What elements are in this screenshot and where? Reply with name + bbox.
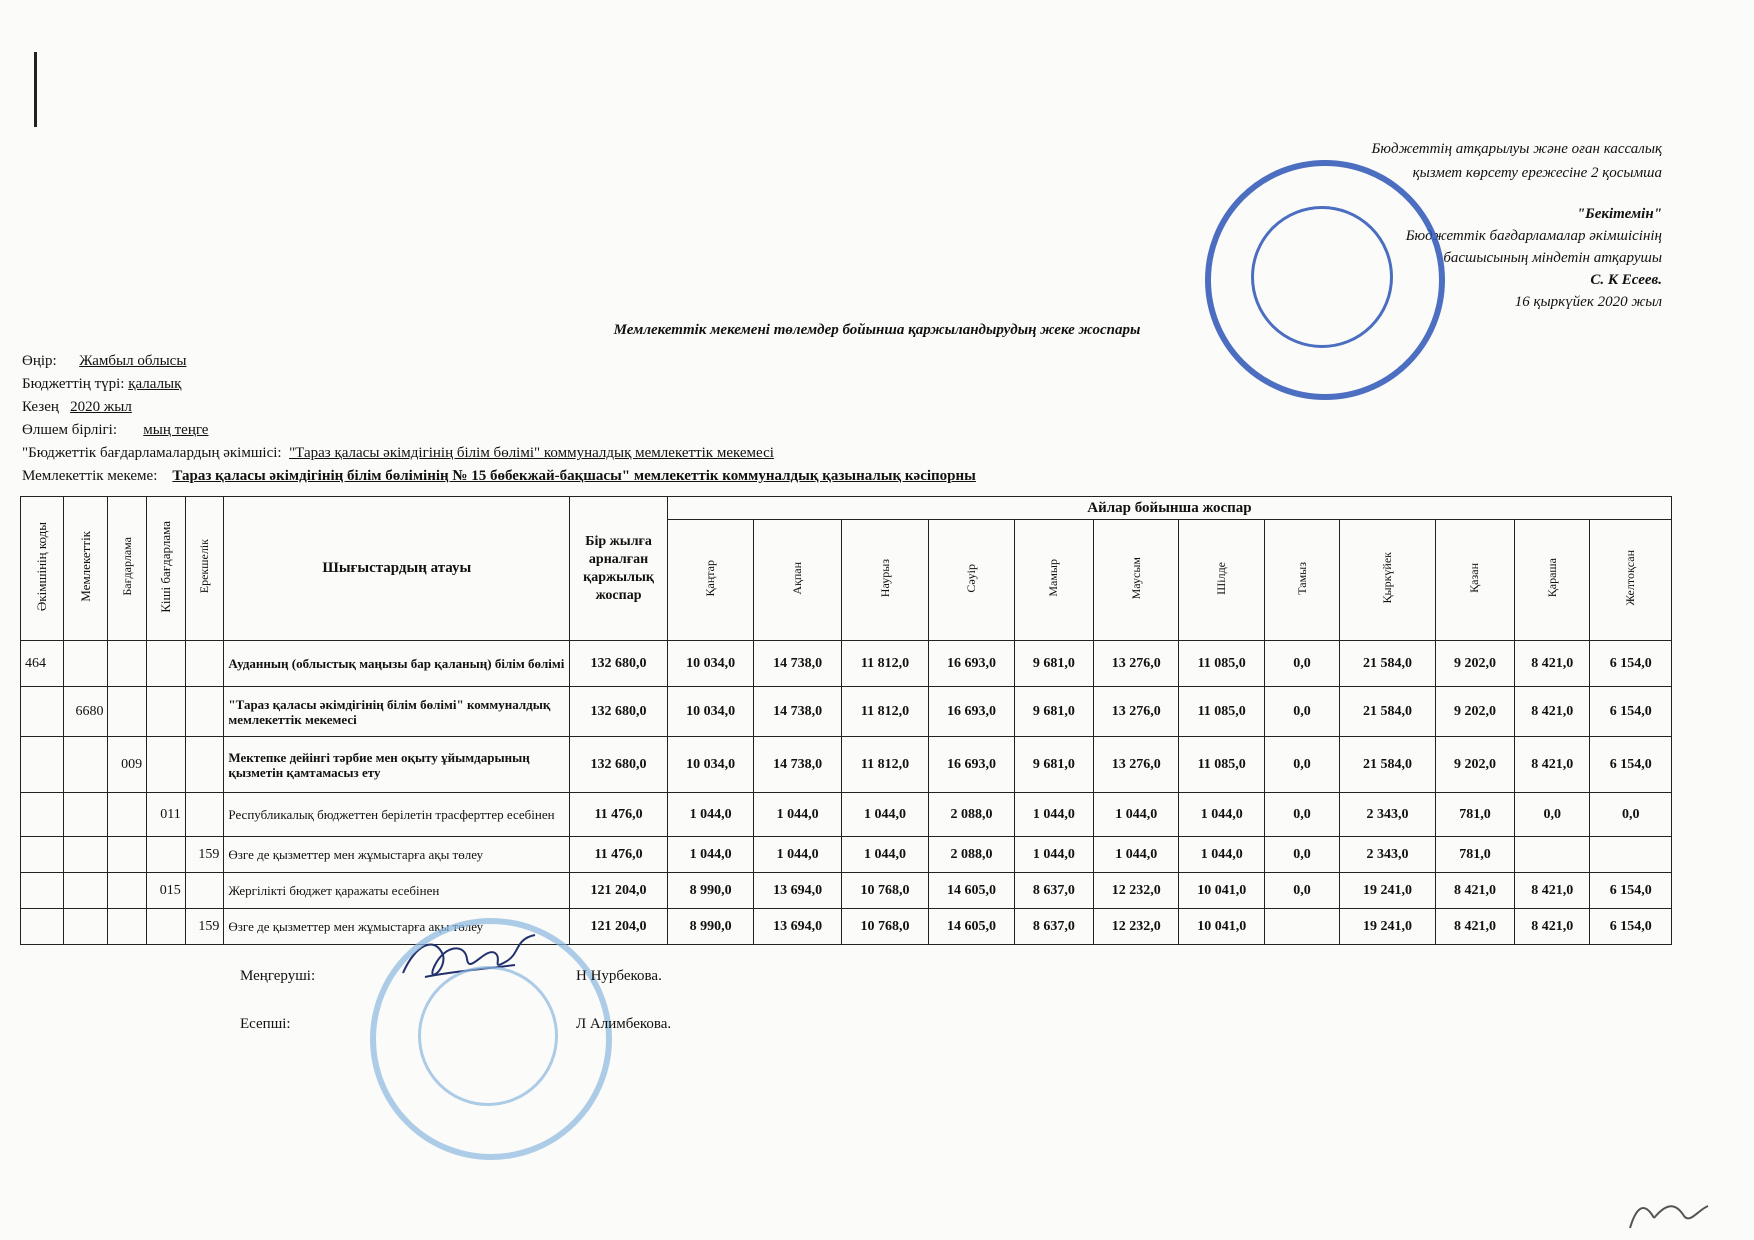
month-value-cell: 10 768,0	[841, 873, 928, 909]
month-value-cell: 0,0	[1264, 873, 1339, 909]
head-name: Н Нурбекова.	[576, 968, 662, 984]
month-value-cell: 9 681,0	[1014, 737, 1093, 793]
annual-plan-cell: 132 680,0	[570, 737, 668, 793]
month-value-cell: 9 202,0	[1435, 687, 1514, 737]
month-value-cell: 6 154,0	[1590, 873, 1672, 909]
month-value-cell: 9 681,0	[1014, 687, 1093, 737]
code-cell-admin	[21, 737, 64, 793]
month-value-cell: 11 085,0	[1179, 737, 1264, 793]
month-value-cell	[1515, 837, 1590, 873]
code-cell-specific	[185, 873, 224, 909]
month-value-cell: 14 605,0	[929, 909, 1014, 945]
month-value-cell: 10 034,0	[667, 737, 753, 793]
month-value-cell: 12 232,0	[1094, 873, 1179, 909]
header-month: Мамыр	[1014, 520, 1093, 641]
code-cell-admin	[21, 909, 64, 945]
admin-row	[22, 442, 976, 465]
month-value-cell: 1 044,0	[667, 837, 753, 873]
header-month: Қыркүйек	[1340, 520, 1436, 641]
approval-line-2: басшысының міндетін атқарушы	[1443, 250, 1662, 266]
code-cell-subprogram	[147, 909, 186, 945]
code-cell-subprogram: 011	[147, 793, 186, 837]
month-value-cell: 2 343,0	[1340, 793, 1436, 837]
month-value-cell: 14 738,0	[754, 687, 841, 737]
month-value-cell: 13 276,0	[1094, 641, 1179, 687]
month-value-cell: 14 605,0	[929, 873, 1014, 909]
header-month: Тамыз	[1264, 520, 1339, 641]
month-value-cell: 1 044,0	[841, 837, 928, 873]
region-label: Өңір:	[22, 353, 57, 369]
appendix-note	[1372, 137, 1662, 185]
month-value-cell: 1 044,0	[754, 837, 841, 873]
annual-plan-cell: 11 476,0	[570, 793, 668, 837]
month-value-cell: 0,0	[1264, 837, 1339, 873]
month-value-cell: 781,0	[1435, 837, 1514, 873]
month-value-cell: 8 421,0	[1515, 873, 1590, 909]
official-stamp-top	[1205, 160, 1445, 400]
month-value-cell: 2 088,0	[929, 837, 1014, 873]
month-value-cell: 0,0	[1264, 737, 1339, 793]
header-month: Наурыз	[841, 520, 928, 641]
month-value-cell: 6 154,0	[1590, 737, 1672, 793]
code-cell-subprogram	[147, 687, 186, 737]
code-cell-state	[63, 641, 108, 687]
region-row	[22, 350, 976, 373]
code-cell-program	[108, 793, 147, 837]
month-value-cell	[1590, 837, 1672, 873]
month-value-cell: 6 154,0	[1590, 641, 1672, 687]
code-cell-state	[63, 909, 108, 945]
header-admin-code: Әкімшінің коды	[21, 497, 64, 641]
page-edge-mark	[34, 52, 37, 127]
month-value-cell: 2 343,0	[1340, 837, 1436, 873]
table-row	[21, 687, 1672, 737]
month-value-cell: 0,0	[1264, 687, 1339, 737]
table-row	[21, 793, 1672, 837]
budget-type-row	[22, 373, 976, 396]
code-cell-subprogram	[147, 837, 186, 873]
code-cell-specific	[185, 793, 224, 837]
header-specific: Ерекшелік	[185, 497, 224, 641]
month-value-cell: 0,0	[1515, 793, 1590, 837]
approval-word: "Бекітемін"	[1576, 206, 1662, 222]
month-value-cell: 11 812,0	[841, 737, 928, 793]
header-month: Қараша	[1515, 520, 1590, 641]
code-cell-program	[108, 687, 147, 737]
month-value-cell: 1 044,0	[1179, 793, 1264, 837]
code-cell-admin	[21, 837, 64, 873]
month-value-cell: 9 202,0	[1435, 641, 1514, 687]
accountant-signature-row	[240, 1000, 671, 1048]
expense-name-cell: Өзге де қызметтер мен жұмыстарға ақы төлеу	[224, 837, 570, 873]
header-month: Ақпан	[754, 520, 841, 641]
code-cell-subprogram	[147, 737, 186, 793]
month-value-cell: 19 241,0	[1340, 909, 1436, 945]
month-value-cell: 8 990,0	[667, 909, 753, 945]
annual-plan-cell: 132 680,0	[570, 687, 668, 737]
month-value-cell: 11 812,0	[841, 687, 928, 737]
appendix-line-1: Бюджеттің атқарылуы және оған кассалық	[1371, 141, 1662, 157]
month-value-cell: 6 154,0	[1590, 909, 1672, 945]
header-month: Маусым	[1094, 520, 1179, 641]
month-value-cell: 1 044,0	[1094, 837, 1179, 873]
annual-plan-cell: 11 476,0	[570, 837, 668, 873]
month-value-cell: 0,0	[1264, 793, 1339, 837]
corner-handwritten-mark	[1624, 1188, 1714, 1238]
appendix-line-2: қызмет көрсету ережесіне 2 қосымша	[1412, 165, 1662, 181]
month-value-cell: 13 276,0	[1094, 687, 1179, 737]
approval-block	[1406, 203, 1662, 313]
month-value-cell: 8 637,0	[1014, 873, 1093, 909]
institution-row	[22, 465, 976, 488]
header-month: Желтоқсан	[1590, 520, 1672, 641]
table-row	[21, 873, 1672, 909]
month-value-cell: 12 232,0	[1094, 909, 1179, 945]
approval-date: 16 қыркүйек 2020 жыл	[1514, 294, 1662, 310]
annual-plan-cell: 121 204,0	[570, 909, 668, 945]
month-value-cell: 16 693,0	[929, 737, 1014, 793]
period-value: 2020 жыл	[70, 399, 132, 415]
month-value-cell: 10 034,0	[667, 641, 753, 687]
expense-name-cell: "Тараз қаласы әкімдігінің білім бөлімі" коммуналдық мемлекеттік мекемесі	[224, 687, 570, 737]
signature-block	[240, 952, 671, 1048]
head-label: Меңгеруші:	[240, 968, 316, 984]
code-cell-state: 6680	[63, 687, 108, 737]
month-value-cell: 1 044,0	[667, 793, 753, 837]
expense-name-cell: Республикалық бюджеттен берілетін трасферттер есебінен	[224, 793, 570, 837]
expense-name-cell: Өзге де қызметтер мен жұмыстарға ақы төлеу	[224, 909, 570, 945]
unit-row	[22, 419, 976, 442]
admin-label: "Бюджеттік бағдарламалардың әкімшісі:	[22, 445, 282, 461]
header-annual-plan: Бір жылға арналған қаржылық жоспар	[570, 497, 668, 641]
month-value-cell: 1 044,0	[1179, 837, 1264, 873]
header-month: Сәуір	[929, 520, 1014, 641]
table-row	[21, 837, 1672, 873]
month-value-cell: 8 421,0	[1435, 873, 1514, 909]
header-months-group: Айлар бойынша жоспар	[667, 497, 1671, 520]
month-value-cell: 1 044,0	[1094, 793, 1179, 837]
month-value-cell: 14 738,0	[754, 641, 841, 687]
month-value-cell: 16 693,0	[929, 687, 1014, 737]
admin-value: "Тараз қаласы әкімдігінің білім бөлімі" коммуналдық мемлекеттік мекемесі	[289, 445, 774, 461]
head-signature-row	[240, 952, 671, 1000]
code-cell-specific	[185, 737, 224, 793]
code-cell-program	[108, 873, 147, 909]
month-value-cell: 13 276,0	[1094, 737, 1179, 793]
region-value: Жамбыл облысы	[79, 353, 187, 369]
month-value-cell: 8 421,0	[1515, 909, 1590, 945]
month-value-cell: 10 768,0	[841, 909, 928, 945]
code-cell-specific: 159	[185, 837, 224, 873]
month-value-cell: 8 421,0	[1515, 641, 1590, 687]
month-value-cell: 1 044,0	[754, 793, 841, 837]
document-meta	[22, 350, 976, 488]
plan-table-body	[21, 641, 1672, 945]
month-value-cell: 19 241,0	[1340, 873, 1436, 909]
header-expense-name: Шығыстардың атауы	[224, 497, 570, 641]
code-cell-admin: 464	[21, 641, 64, 687]
month-value-cell	[1264, 909, 1339, 945]
month-value-cell: 21 584,0	[1340, 687, 1436, 737]
month-value-cell: 1 044,0	[1014, 793, 1093, 837]
month-value-cell: 781,0	[1435, 793, 1514, 837]
unit-value: мың теңге	[143, 422, 209, 438]
expense-name-cell: Жергілікті бюджет қаражаты есебінен	[224, 873, 570, 909]
header-month: Шілде	[1179, 520, 1264, 641]
month-value-cell: 9 202,0	[1435, 737, 1514, 793]
expense-name-cell: Мектепке дейінгі тәрбие мен оқыту ұйымдарының қызметін қамтамасыз ету	[224, 737, 570, 793]
table-row	[21, 737, 1672, 793]
code-cell-state	[63, 737, 108, 793]
month-value-cell: 11 085,0	[1179, 641, 1264, 687]
accountant-label: Есепші:	[240, 1016, 291, 1032]
institution-label: Мемлекеттік мекеме:	[22, 468, 158, 484]
code-cell-admin	[21, 873, 64, 909]
budget-type-value: қалалық	[128, 376, 182, 392]
month-value-cell: 1 044,0	[1014, 837, 1093, 873]
month-value-cell: 10 034,0	[667, 687, 753, 737]
code-cell-specific	[185, 641, 224, 687]
month-value-cell: 8 990,0	[667, 873, 753, 909]
code-cell-state	[63, 873, 108, 909]
financing-plan-table	[20, 496, 1672, 945]
header-month: Қазан	[1435, 520, 1514, 641]
month-value-cell: 1 044,0	[841, 793, 928, 837]
approval-line-1: Бюджеттік бағдарламалар әкімшісінің	[1405, 228, 1662, 244]
header-subprogram: Кіші бағдарлама	[147, 497, 186, 641]
month-value-cell: 11 812,0	[841, 641, 928, 687]
code-cell-specific: 159	[185, 909, 224, 945]
header-state: Мемлекеттік	[63, 497, 108, 641]
period-label: Кезең	[22, 399, 59, 415]
code-cell-admin	[21, 793, 64, 837]
month-value-cell: 8 421,0	[1515, 687, 1590, 737]
month-value-cell: 21 584,0	[1340, 641, 1436, 687]
code-cell-program	[108, 909, 147, 945]
code-cell-state	[63, 793, 108, 837]
month-value-cell: 21 584,0	[1340, 737, 1436, 793]
approver-name: С. К Есеев.	[1590, 272, 1662, 288]
annual-plan-cell: 132 680,0	[570, 641, 668, 687]
month-value-cell: 0,0	[1590, 793, 1672, 837]
month-value-cell: 0,0	[1264, 641, 1339, 687]
month-value-cell: 8 637,0	[1014, 909, 1093, 945]
accountant-name: Л Алимбекова.	[576, 1016, 672, 1032]
institution-value: Тараз қаласы әкімдігінің білім бөлімінің № 15 бөбекжай-бақшасы" мемлекеттік коммуналдық қазыналық кәсіпорны	[172, 468, 976, 484]
budget-type-label: Бюджеттің түрі:	[22, 376, 125, 392]
header-program: Бағдарлама	[108, 497, 147, 641]
month-value-cell: 6 154,0	[1590, 687, 1672, 737]
month-value-cell: 13 694,0	[754, 909, 841, 945]
code-cell-state	[63, 837, 108, 873]
month-value-cell: 9 681,0	[1014, 641, 1093, 687]
month-value-cell: 11 085,0	[1179, 687, 1264, 737]
expense-name-cell: Ауданның (облыстық маңызы бар қаланың) білім бөлімі	[224, 641, 570, 687]
month-value-cell: 14 738,0	[754, 737, 841, 793]
month-value-cell: 16 693,0	[929, 641, 1014, 687]
month-value-cell: 13 694,0	[754, 873, 841, 909]
annual-plan-cell: 121 204,0	[570, 873, 668, 909]
unit-label: Өлшем бірлігі:	[22, 422, 118, 438]
header-month: Қаңтар	[667, 520, 753, 641]
document-title: Мемлекеттік мекемені төлемдер бойынша қаржыландырудың жеке жоспары	[613, 322, 1141, 338]
code-cell-subprogram: 015	[147, 873, 186, 909]
month-value-cell: 2 088,0	[929, 793, 1014, 837]
table-row	[21, 641, 1672, 687]
code-cell-program	[108, 837, 147, 873]
code-cell-program	[108, 641, 147, 687]
month-value-cell: 10 041,0	[1179, 909, 1264, 945]
code-cell-subprogram	[147, 641, 186, 687]
code-cell-program: 009	[108, 737, 147, 793]
code-cell-admin	[21, 687, 64, 737]
period-row	[22, 396, 976, 419]
table-row	[21, 909, 1672, 945]
month-value-cell: 8 421,0	[1515, 737, 1590, 793]
month-value-cell: 8 421,0	[1435, 909, 1514, 945]
month-value-cell: 10 041,0	[1179, 873, 1264, 909]
code-cell-specific	[185, 687, 224, 737]
